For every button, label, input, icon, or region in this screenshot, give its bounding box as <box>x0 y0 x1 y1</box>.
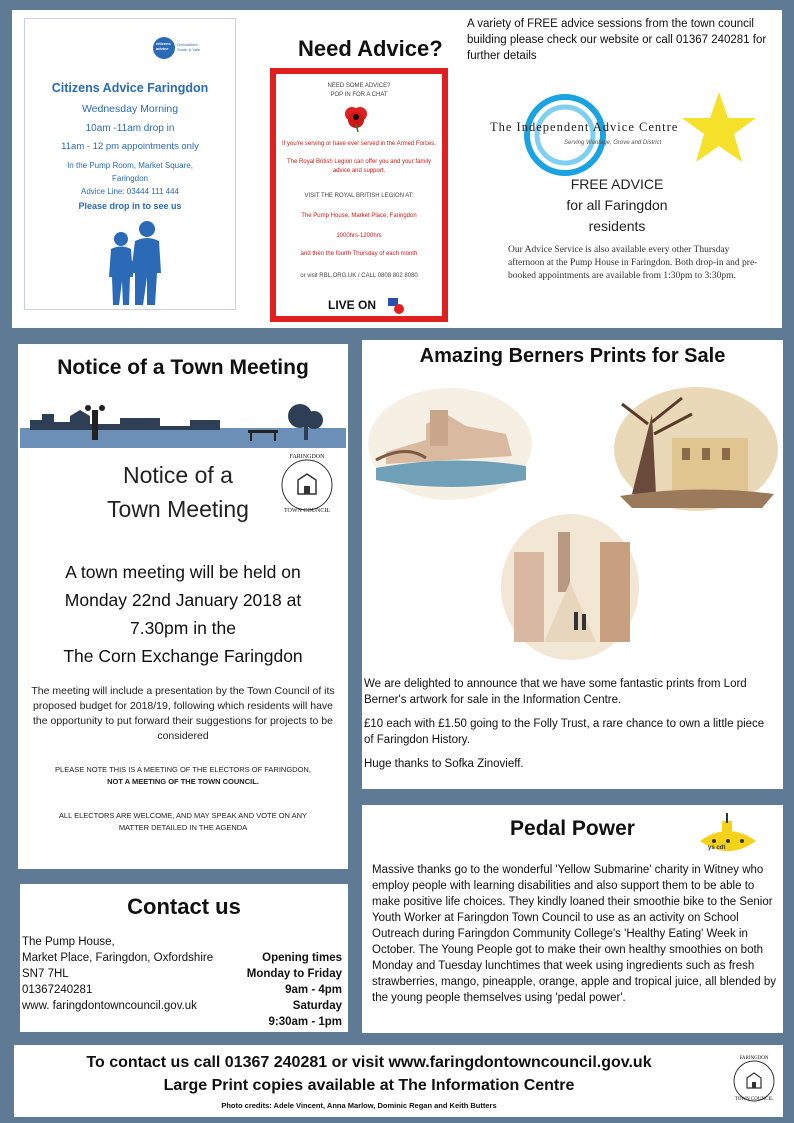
contact-addr1: The Pump House, <box>22 936 115 948</box>
advice-centre-body: Our Advice Service is also available every other Thursday afternoon at the Pump House in Faringdon. Both drop-in and pre-booked appointments are available from 1:30pm to 3:30pm. <box>508 245 758 281</box>
advice-intro: A variety of FREE advice sessions from the town council building please check our website or call 01367 240281 for further details <box>467 18 767 62</box>
meeting-main3: 7.30pm in the <box>129 618 237 638</box>
pedal-heading: Pedal Power <box>510 817 635 840</box>
meeting-body: The meeting will include a presentation by the Town Council of its proposed budget for 2018/19, following which residents will have the opportunity to put forward their suggestions for projects to be considered <box>31 685 335 742</box>
contact-addr3: SN7 7HL <box>22 968 69 980</box>
seal-top-text: FARINGDON <box>289 454 325 460</box>
ca-location2: Faringdon <box>111 174 149 183</box>
ca-drop-in-cta: Please drop in to see us <box>78 201 182 211</box>
contact-panel <box>20 884 348 1032</box>
legion-card <box>270 68 448 322</box>
legion-hours: 1000hrs-1200hrs <box>336 233 382 239</box>
advice-centre-tagline: Serving Wantage, Grove and District <box>564 140 662 146</box>
photo-credits: Photo credits: Adele Vincent, Anna Marlow, Dominic Regan and Keith Butters <box>221 1101 497 1110</box>
prints-p1: We are delighted to announce that we have some fantastic prints from Lord Berner's artwork for sale in the Information Centre. <box>364 678 747 706</box>
opening-times1: Monday to Friday <box>246 968 342 980</box>
contact-web[interactable]: www. faringdontowncouncil.gov.uk <box>22 1000 197 1012</box>
pedal-power-panel <box>362 805 783 1033</box>
ca-logo-line1: citizens <box>156 41 171 46</box>
ca-dropin: 10am -11am drop in <box>85 123 175 134</box>
print-house-image <box>612 384 780 514</box>
legion-logo-icon <box>388 298 404 314</box>
prints-heading: Amazing Berners Prints for Sale <box>419 345 726 367</box>
footer-panel <box>14 1045 783 1117</box>
legion-visit: VISIT THE ROYAL BRITISH LEGION AT: <box>304 193 414 199</box>
contact-addr2: Market Place, Faringdon, Oxfordshire <box>22 952 214 964</box>
opening-times2: 9am - 4pm <box>285 984 342 996</box>
legion-body1: If you're serving or have ever served in the Armed Forces, <box>282 141 436 147</box>
ca-appointments: 11am - 12 pm appointments only <box>61 141 199 152</box>
free-advice-line2: for all Faringdon <box>566 197 668 213</box>
star-icon <box>680 90 758 168</box>
footer-seal-top: FARINGDON <box>739 1056 769 1061</box>
free-advice-line1: FREE ADVICE <box>570 176 664 192</box>
citizens-advice-card <box>24 18 236 310</box>
ca-location1: In the Pump Room, Market Square, <box>67 161 193 170</box>
ca-day: Wednesday Morning <box>81 103 179 115</box>
meeting-main1: A town meeting will be held on <box>65 562 301 582</box>
yellow-submarine-icon <box>698 811 758 863</box>
ca-title: Citizens Advice Faringdon <box>51 81 209 95</box>
contact-phone[interactable]: 01367240281 <box>22 984 93 996</box>
legion-when: and then the fourth Thursday of each month <box>300 251 418 257</box>
legion-tagline: LIVE ON <box>328 298 377 312</box>
meeting-note1: PLEASE NOTE THIS IS A MEETING OF THE ELECTORS OF FARINGDON, <box>55 765 311 774</box>
print-church-image <box>366 384 534 504</box>
legion-line1: NEED SOME ADVICE? <box>327 83 391 89</box>
prints-p3: Huge thanks to Sofka Zinovieff. <box>364 758 524 770</box>
opening-times-title: Opening times <box>262 952 342 964</box>
meeting-main2: Monday 22nd January 2018 at <box>64 590 302 610</box>
advice-centre-ring-icon <box>524 94 606 176</box>
ca-logo-region2: South & Vale <box>177 47 201 52</box>
meeting-electors: ALL ELECTORS ARE WELCOME, AND MAY SPEAK AND VOTE ON ANY MATTER DETAILED IN THE AGENDA <box>58 811 308 832</box>
meeting-subtitle2: Town Meeting <box>107 496 249 522</box>
legion-place: The Pump House, Market Place, Faringdon <box>301 213 417 219</box>
council-seal-icon <box>280 458 334 512</box>
prints-p2: £10 each with £1.50 going to the Folly Trust, a rare chance to own a little piece of Faringdon History. <box>364 718 765 746</box>
advice-centre-logo: The Independent Advice Centre <box>490 120 679 134</box>
need-advice-heading: Need Advice? <box>298 36 443 61</box>
pedal-body: Massive thanks go to the wonderful 'Yellow Submarine' charity in Witney who employ people with learning disabilities and also support them to be able to make positive life choices. They kindly loaned their smoothie bike to the Senior Youth Worker at Faringdon Town Council to use as an activity on School Outreach during Faringdon Community College's 'Healthy Eating' Week in October. The Young People got to make their own healthy smoothies on both Monday and Tuesday lunchtimes that week using ingredients such as fresh strawberries, mango, pineapple, orange, apple and tropical juice, all blended by the young people themselves using 'pedal power'. <box>372 864 777 1004</box>
meeting-note2: NOT A MEETING OF THE TOWN COUNCIL. <box>107 777 259 786</box>
town-meeting-panel <box>18 344 348 869</box>
print-street-image <box>500 512 640 662</box>
footer-line2: Large Print copies available at The Information Centre <box>163 1077 575 1094</box>
poppy-icon <box>344 104 368 132</box>
prints-panel <box>362 340 783 789</box>
opening-times3: Saturday <box>292 1000 342 1012</box>
opening-times4: 9:30am - 1pm <box>268 1016 342 1028</box>
advice-panel <box>12 10 782 328</box>
footer-seal-bottom: TOWN COUNCIL <box>734 1097 774 1102</box>
footer-line1[interactable]: To contact us call 01367 240281 or visit www.faringdontowncouncil.gov.uk <box>86 1054 652 1071</box>
legion-line2: POP IN FOR A CHAT <box>330 92 388 98</box>
ca-logo-region1: Oxfordshire <box>177 42 198 47</box>
meeting-subtitle1: Notice of a <box>123 462 233 488</box>
pedal-badge: ys cdt <box>708 845 726 851</box>
meeting-main4: The Corn Exchange Faringdon <box>63 646 303 666</box>
town-skyline-icon <box>20 400 346 448</box>
people-silhouette-icon <box>97 219 173 305</box>
contact-heading: Contact us <box>127 894 241 919</box>
meeting-heading: Notice of a Town Meeting <box>57 356 309 379</box>
ca-advice-line: Advice Line: 03444 111 444 <box>80 187 179 196</box>
legion-contact: or visit RBL.ORG.UK / CALL 0808 802 8080 <box>300 273 418 279</box>
legion-body2: The Royal British Legion can offer you and your family advice and support. <box>287 159 431 174</box>
free-advice-line3: residents <box>588 218 646 234</box>
ca-logo-line2: advice <box>156 46 169 51</box>
seal-bottom-text: TOWN COUNCIL <box>283 508 331 514</box>
